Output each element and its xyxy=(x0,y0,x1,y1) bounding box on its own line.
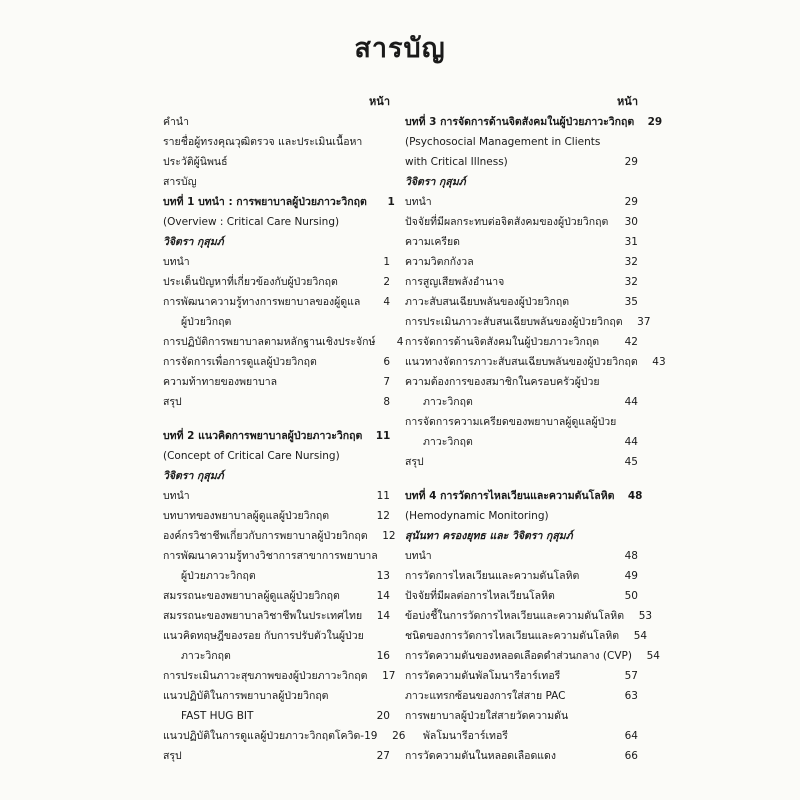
toc-entry xyxy=(405,604,653,624)
toc-entry-label: (Overview : Critical Care Nursing) xyxy=(163,216,340,228)
toc-page-number: 26 xyxy=(392,730,406,742)
page-column-header: หน้า xyxy=(617,95,638,108)
toc-entry-label: ข้อบ่งชี้ในการวัดการไหลเวียนและความดันโลหิต xyxy=(405,610,625,622)
toc-entry-label: การประเมินภาวะสับสนเฉียบพลันของผู้ป่วยวิกฤต xyxy=(405,316,623,328)
toc-page-number: 31 xyxy=(624,236,638,248)
toc-page-number: 13 xyxy=(376,570,390,582)
toc-entry-label: ความเครียด xyxy=(405,236,460,248)
toc-entry xyxy=(405,450,638,470)
toc-entry-label: ภาวะสับสนเฉียบพลันของผู้ป่วยวิกฤต xyxy=(405,296,570,308)
toc-entry xyxy=(405,270,638,290)
toc-page-number: 4 xyxy=(383,296,390,308)
toc-entry xyxy=(405,624,648,644)
toc-entry-label: แนวคิดทฤษฎีของรอย กับการปรับตัวในผู้ป่วย xyxy=(163,630,364,642)
toc-entry xyxy=(163,110,390,130)
toc-entry-label: ประวัติผู้นิพนธ์ xyxy=(163,156,228,168)
toc-page-number: 27 xyxy=(376,750,390,762)
toc-entry xyxy=(405,430,638,450)
toc-entries-left xyxy=(163,110,406,764)
toc-page-number: 29 xyxy=(624,156,638,168)
toc-entry xyxy=(405,290,638,310)
toc-entry-label: วิจิตรา กุสุมภ์ xyxy=(163,470,224,482)
toc-page-number: 6 xyxy=(383,356,390,368)
toc-entry-label: ผู้ป่วยภาวะวิกฤต xyxy=(181,570,256,582)
toc-page-number: 14 xyxy=(376,590,390,602)
toc-entry-label: with Critical Illness) xyxy=(405,156,508,168)
toc-author xyxy=(163,230,390,250)
toc-entry xyxy=(163,744,390,764)
toc-entry-label: บทนำ xyxy=(163,490,190,502)
toc-entry-label: ภาวะแทรกซ้อนของการใส่สาย PAC xyxy=(405,690,566,702)
toc-entry xyxy=(163,130,390,150)
toc-chapter-entry xyxy=(163,424,390,444)
toc-page-number: 42 xyxy=(624,336,638,348)
toc-entry xyxy=(405,664,638,684)
toc-page-number: 32 xyxy=(624,276,638,288)
toc-entry xyxy=(163,150,390,170)
toc-entry xyxy=(405,724,638,744)
toc-entry xyxy=(405,504,638,524)
toc-entry xyxy=(405,250,638,270)
toc-entry-label: ชนิดของการวัดการไหลเวียนและความดันโลหิต xyxy=(405,630,620,642)
toc-entry-label: การพัฒนาความรู้ทางวิชาการสาขาการพยาบาล xyxy=(163,550,378,562)
toc-entry-label: ภาวะวิกฤต xyxy=(181,650,231,662)
toc-entry xyxy=(163,370,390,390)
toc-entry-label: การสูญเสียพลังอำนาจ xyxy=(405,276,505,288)
toc-entry-label: องค์กรวิชาชีพเกี่ยวกับการพยาบาลผู้ป่วยวิกฤต xyxy=(163,530,368,542)
toc-page-number: 66 xyxy=(624,750,638,762)
toc-entry-label: ความวิตกกังวล xyxy=(405,256,474,268)
toc-page-number: 11 xyxy=(375,430,391,442)
toc-entry xyxy=(405,744,638,764)
toc-entry xyxy=(405,190,638,210)
toc-entry-label: สุนันทา ครองยุทธ และ วิจิตรา กุสุมภ์ xyxy=(405,530,573,542)
toc-entry-label: (Hemodynamic Monitoring) xyxy=(405,510,549,522)
toc-entry xyxy=(163,524,396,544)
toc-entry-label: การพยาบาลผู้ป่วยใส่สายวัดความดัน xyxy=(405,710,569,722)
toc-page-number: 44 xyxy=(624,436,638,448)
toc-chapter-entry xyxy=(405,484,643,504)
toc-entry xyxy=(405,130,638,150)
toc-page-number: 35 xyxy=(624,296,638,308)
toc-page-number: 4 xyxy=(396,336,404,348)
toc-entry xyxy=(163,504,390,524)
toc-entry-label: การพัฒนาความรู้ทางการพยาบาลของผู้ดูแล xyxy=(163,296,361,308)
toc-entry xyxy=(405,684,638,704)
toc-entry-label: การวัดความดันของหลอดเลือดดำส่วนกลาง (CVP) xyxy=(405,650,632,662)
toc-entry xyxy=(163,350,390,370)
toc-page-number: 8 xyxy=(383,396,390,408)
toc-entry-label: การจัดการด้านจิตสังคมในผู้ป่วยภาวะวิกฤต xyxy=(405,336,600,348)
toc-right-column xyxy=(405,92,666,764)
toc-page-number: 12 xyxy=(382,530,396,542)
toc-entry xyxy=(163,564,390,584)
toc-entry xyxy=(405,704,638,724)
toc-chapter-entry xyxy=(163,190,395,210)
toc-entry xyxy=(163,704,390,724)
toc-entry xyxy=(163,330,404,350)
toc-entry xyxy=(405,544,638,564)
toc-entry xyxy=(163,310,390,330)
toc-page-number: 49 xyxy=(624,570,638,582)
toc-entry-label: บทที่ 3 การจัดการด้านจิตสังคมในผู้ป่วยภาวะวิกฤต xyxy=(405,116,635,128)
toc-entry-label: สรุป xyxy=(163,750,182,762)
toc-entry-label: สารบัญ xyxy=(163,176,197,188)
toc-entry xyxy=(405,390,638,410)
toc-page-number: 17 xyxy=(382,670,396,682)
toc-page-number: 53 xyxy=(638,610,653,622)
toc-page-number: 1 xyxy=(383,256,390,268)
toc-page-number: 32 xyxy=(624,256,638,268)
toc-page-number: 20 xyxy=(376,710,390,722)
toc-page-number: 1 xyxy=(387,196,395,208)
toc-entry xyxy=(405,150,638,170)
toc-entry xyxy=(405,350,666,370)
toc-left-column xyxy=(163,92,406,764)
toc-entry-label: บทที่ 4 การวัดการไหลเวียนและความดันโลหิต xyxy=(405,490,615,502)
toc-entry xyxy=(163,664,396,684)
toc-entry-label: บทที่ 1 บทนำ : การพยาบาลผู้ป่วยภาวะวิกฤต xyxy=(163,196,367,208)
toc-page-number: 64 xyxy=(624,730,638,742)
toc-entry xyxy=(163,290,390,310)
toc-entry-label: สรุป xyxy=(163,396,182,408)
toc-entry-label: รายชื่อผู้ทรงคุณวุฒิตรวจ และประเมินเนื้อหา xyxy=(163,136,363,148)
toc-entry xyxy=(163,544,390,564)
toc-page-number: 14 xyxy=(376,610,391,622)
toc-entry-label: แนวปฏิบัติในการพยาบาลผู้ป่วยวิกฤต xyxy=(163,690,329,702)
toc-entry xyxy=(163,250,390,270)
page-column-header: หน้า xyxy=(369,95,390,108)
toc-entry-label: แนวทางจัดการภาวะสับสนเฉียบพลันของผู้ป่วยวิกฤต xyxy=(405,356,638,368)
toc-entry-label: บทบาทของพยาบาลผู้ดูแลผู้ป่วยวิกฤต xyxy=(163,510,330,522)
toc-entries-right xyxy=(405,110,666,764)
page-title: สารบัญ xyxy=(354,33,446,64)
toc-page-number: 30 xyxy=(624,216,638,228)
toc-entry-label: บทนำ xyxy=(405,550,432,562)
toc-entry-label: คำนำ xyxy=(163,116,189,128)
toc-page-number: 54 xyxy=(633,630,648,642)
toc-entry xyxy=(163,170,390,190)
toc-page-number: 37 xyxy=(637,316,651,328)
toc-entry-label: (Psychosocial Management in Clients xyxy=(405,136,601,148)
toc-entry-label: ผู้ป่วยวิกฤต xyxy=(181,316,232,328)
toc-page-number: 43 xyxy=(652,356,666,368)
toc-page-number: 54 xyxy=(646,650,660,662)
toc-entry-label: ความท้าทายของพยาบาล xyxy=(163,376,278,388)
toc-entry-label: ความต้องการของสมาชิกในครอบครัวผู้ป่วย xyxy=(405,376,600,388)
toc-entry xyxy=(405,310,651,330)
toc-page-number: 57 xyxy=(624,670,638,682)
toc-entry-label: FAST HUG BIT xyxy=(181,710,254,722)
toc-entry-label: สมรรถนะของพยาบาลผู้ดูแลผู้ป่วยวิกฤต xyxy=(163,590,340,602)
toc-entry-label: การจัดการเพื่อการดูแลผู้ป่วยวิกฤต xyxy=(163,356,317,368)
toc-entry-label: ปัจจัยที่มีผลกระทบต่อจิตสังคมของผู้ป่วยวิกฤต xyxy=(405,216,609,228)
toc-entry xyxy=(163,684,390,704)
toc-page-number: 29 xyxy=(624,196,638,208)
toc-entry-label: การปฏิบัติการพยาบาลตามหลักฐานเชิงประจักษ์ xyxy=(163,336,376,348)
toc-entry-label: การวัดความดันพัลโมนารีอาร์เทอรี xyxy=(405,670,561,682)
toc-entry xyxy=(163,724,406,744)
toc-entry-label: แนวปฏิบัติในการดูแลผู้ป่วยภาวะวิกฤตโควิด-19 xyxy=(163,730,378,742)
toc-chapter-entry xyxy=(405,110,663,130)
toc-entry-label: วิจิตรา กุสุมภ์ xyxy=(163,236,224,248)
toc-entry xyxy=(163,270,390,290)
toc-entry-label: สมรรถนะของพยาบาลวิชาชีพในประเทศไทย xyxy=(163,610,363,622)
toc-entry-label: ภาวะวิกฤต xyxy=(423,436,473,448)
toc-entry-label: บทนำ xyxy=(405,196,432,208)
toc-page-number: 12 xyxy=(376,510,390,522)
toc-entry-label: บทนำ xyxy=(163,256,190,268)
toc-entry xyxy=(163,604,390,624)
toc-entry-label: วิจิตรา กุสุมภ์ xyxy=(405,176,466,188)
toc-entry-label: การประเมินภาวะสุขภาพของผู้ป่วยภาวะวิกฤต xyxy=(163,670,368,682)
toc-page-number: 48 xyxy=(624,550,638,562)
toc-entry-label: ปัจจัยที่มีผลต่อการไหลเวียนโลหิต xyxy=(405,590,555,602)
toc-entry xyxy=(405,370,638,390)
toc-page-number: 50 xyxy=(624,590,638,602)
toc-page-number: 2 xyxy=(383,276,390,288)
toc-entry-label: การวัดการไหลเวียนและความดันโลหิต xyxy=(405,570,580,582)
toc-entry xyxy=(163,624,390,644)
toc-entry xyxy=(163,444,390,464)
toc-page-number: 29 xyxy=(647,116,663,128)
toc-page-number: 7 xyxy=(383,376,390,388)
toc-entry-label: พัลโมนารีอาร์เทอรี xyxy=(423,730,508,742)
toc-entry xyxy=(163,210,390,230)
toc-page-number: 16 xyxy=(376,650,390,662)
toc-entry xyxy=(163,390,390,410)
toc-entry-label: การจัดการความเครียดของพยาบาลผู้ดูแลผู้ป่วย xyxy=(405,416,617,428)
toc-entry xyxy=(405,210,638,230)
toc-entry xyxy=(405,644,660,664)
toc-entry-label: การวัดความดันในหลอดเลือดแดง xyxy=(405,750,556,762)
toc-entry xyxy=(163,584,390,604)
toc-entry xyxy=(405,410,638,430)
toc-author xyxy=(163,464,390,484)
toc-author xyxy=(405,170,638,190)
toc-page-number: 45 xyxy=(624,456,638,468)
toc-entry xyxy=(405,584,638,604)
toc-page-number: 63 xyxy=(624,690,638,702)
toc-author xyxy=(405,524,638,544)
toc-page-number: 11 xyxy=(376,490,390,502)
toc-entry xyxy=(163,644,390,664)
toc-entry xyxy=(405,564,638,584)
toc-page-number: 48 xyxy=(627,490,643,502)
toc-entry-label: (Concept of Critical Care Nursing) xyxy=(163,450,340,462)
toc-entry-label: ประเด็นปัญหาที่เกี่ยวข้องกับผู้ป่วยวิกฤต xyxy=(163,276,338,288)
toc-entry xyxy=(163,484,390,504)
toc-entry-label: สรุป xyxy=(405,456,424,468)
toc-page-number: 44 xyxy=(624,396,638,408)
toc-entry xyxy=(405,330,638,350)
toc-entry-label: บทที่ 2 แนวคิดการพยาบาลผู้ป่วยภาวะวิกฤต xyxy=(163,430,363,442)
toc-entry xyxy=(405,230,638,250)
toc-entry-label: ภาวะวิกฤต xyxy=(423,396,473,408)
